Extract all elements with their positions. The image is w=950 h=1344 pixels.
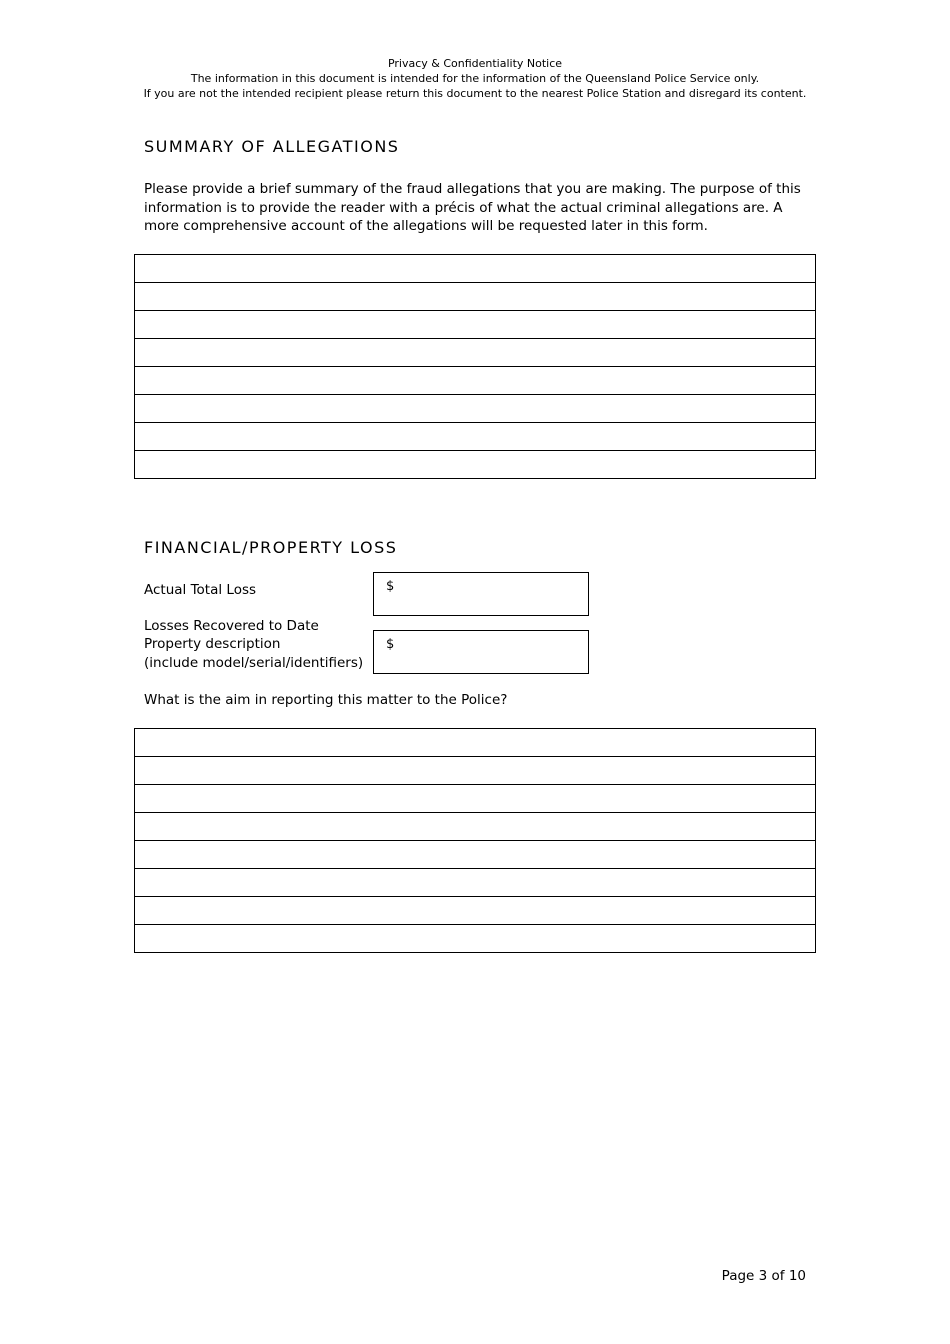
summary-line[interactable] (135, 451, 815, 479)
summary-line[interactable] (135, 395, 815, 423)
summary-line[interactable] (135, 367, 815, 395)
aim-line[interactable] (135, 841, 815, 869)
summary-instructions: Please provide a brief summary of the fraud allegations that you are making. The purpose of this information is to provide the reader with a précis of what the actual criminal allegations are. A more comprehensive account of the allegations will be requested later in this form. (144, 181, 801, 234)
aim-line[interactable] (135, 813, 815, 841)
aim-line[interactable] (135, 897, 815, 925)
losses-recovered-label: Losses Recovered to Date (144, 618, 319, 634)
losses-recovered-field[interactable] (373, 630, 589, 674)
aim-line[interactable] (135, 925, 815, 953)
aim-text-area[interactable] (134, 728, 816, 953)
privacy-notice (0, 56, 950, 101)
summary-text-area[interactable] (134, 254, 816, 479)
actual-total-loss-field[interactable] (373, 572, 589, 616)
actual-total-loss-value: $ (386, 579, 395, 594)
page-number: Page 3 of 10 (721, 1268, 806, 1284)
notice-title: Privacy & Confidentiality Notice (387, 57, 563, 70)
property-description-label: Property description (144, 636, 281, 652)
notice-line-1: The information in this document is intended for the information of the Queensland Police Service only. (190, 72, 760, 85)
summary-line[interactable] (135, 255, 815, 283)
aim-question: What is the aim in reporting this matter to the Police? (144, 692, 508, 708)
financial-heading: FINANCIAL/PROPERTY LOSS (144, 538, 398, 557)
summary-heading: SUMMARY OF ALLEGATIONS (144, 137, 400, 156)
summary-line[interactable] (135, 423, 815, 451)
notice-line-2: If you are not the intended recipient please return this document to the nearest Police Station and disregard its content. (143, 87, 807, 100)
summary-line[interactable] (135, 339, 815, 367)
actual-total-loss-label: Actual Total Loss (144, 582, 257, 598)
summary-line[interactable] (135, 283, 815, 311)
aim-line[interactable] (135, 729, 815, 757)
aim-line[interactable] (135, 869, 815, 897)
losses-recovered-value: $ (386, 637, 395, 652)
aim-line[interactable] (135, 757, 815, 785)
summary-line[interactable] (135, 311, 815, 339)
property-description-hint: (include model/serial/identifiers) (144, 655, 364, 671)
aim-line[interactable] (135, 785, 815, 813)
